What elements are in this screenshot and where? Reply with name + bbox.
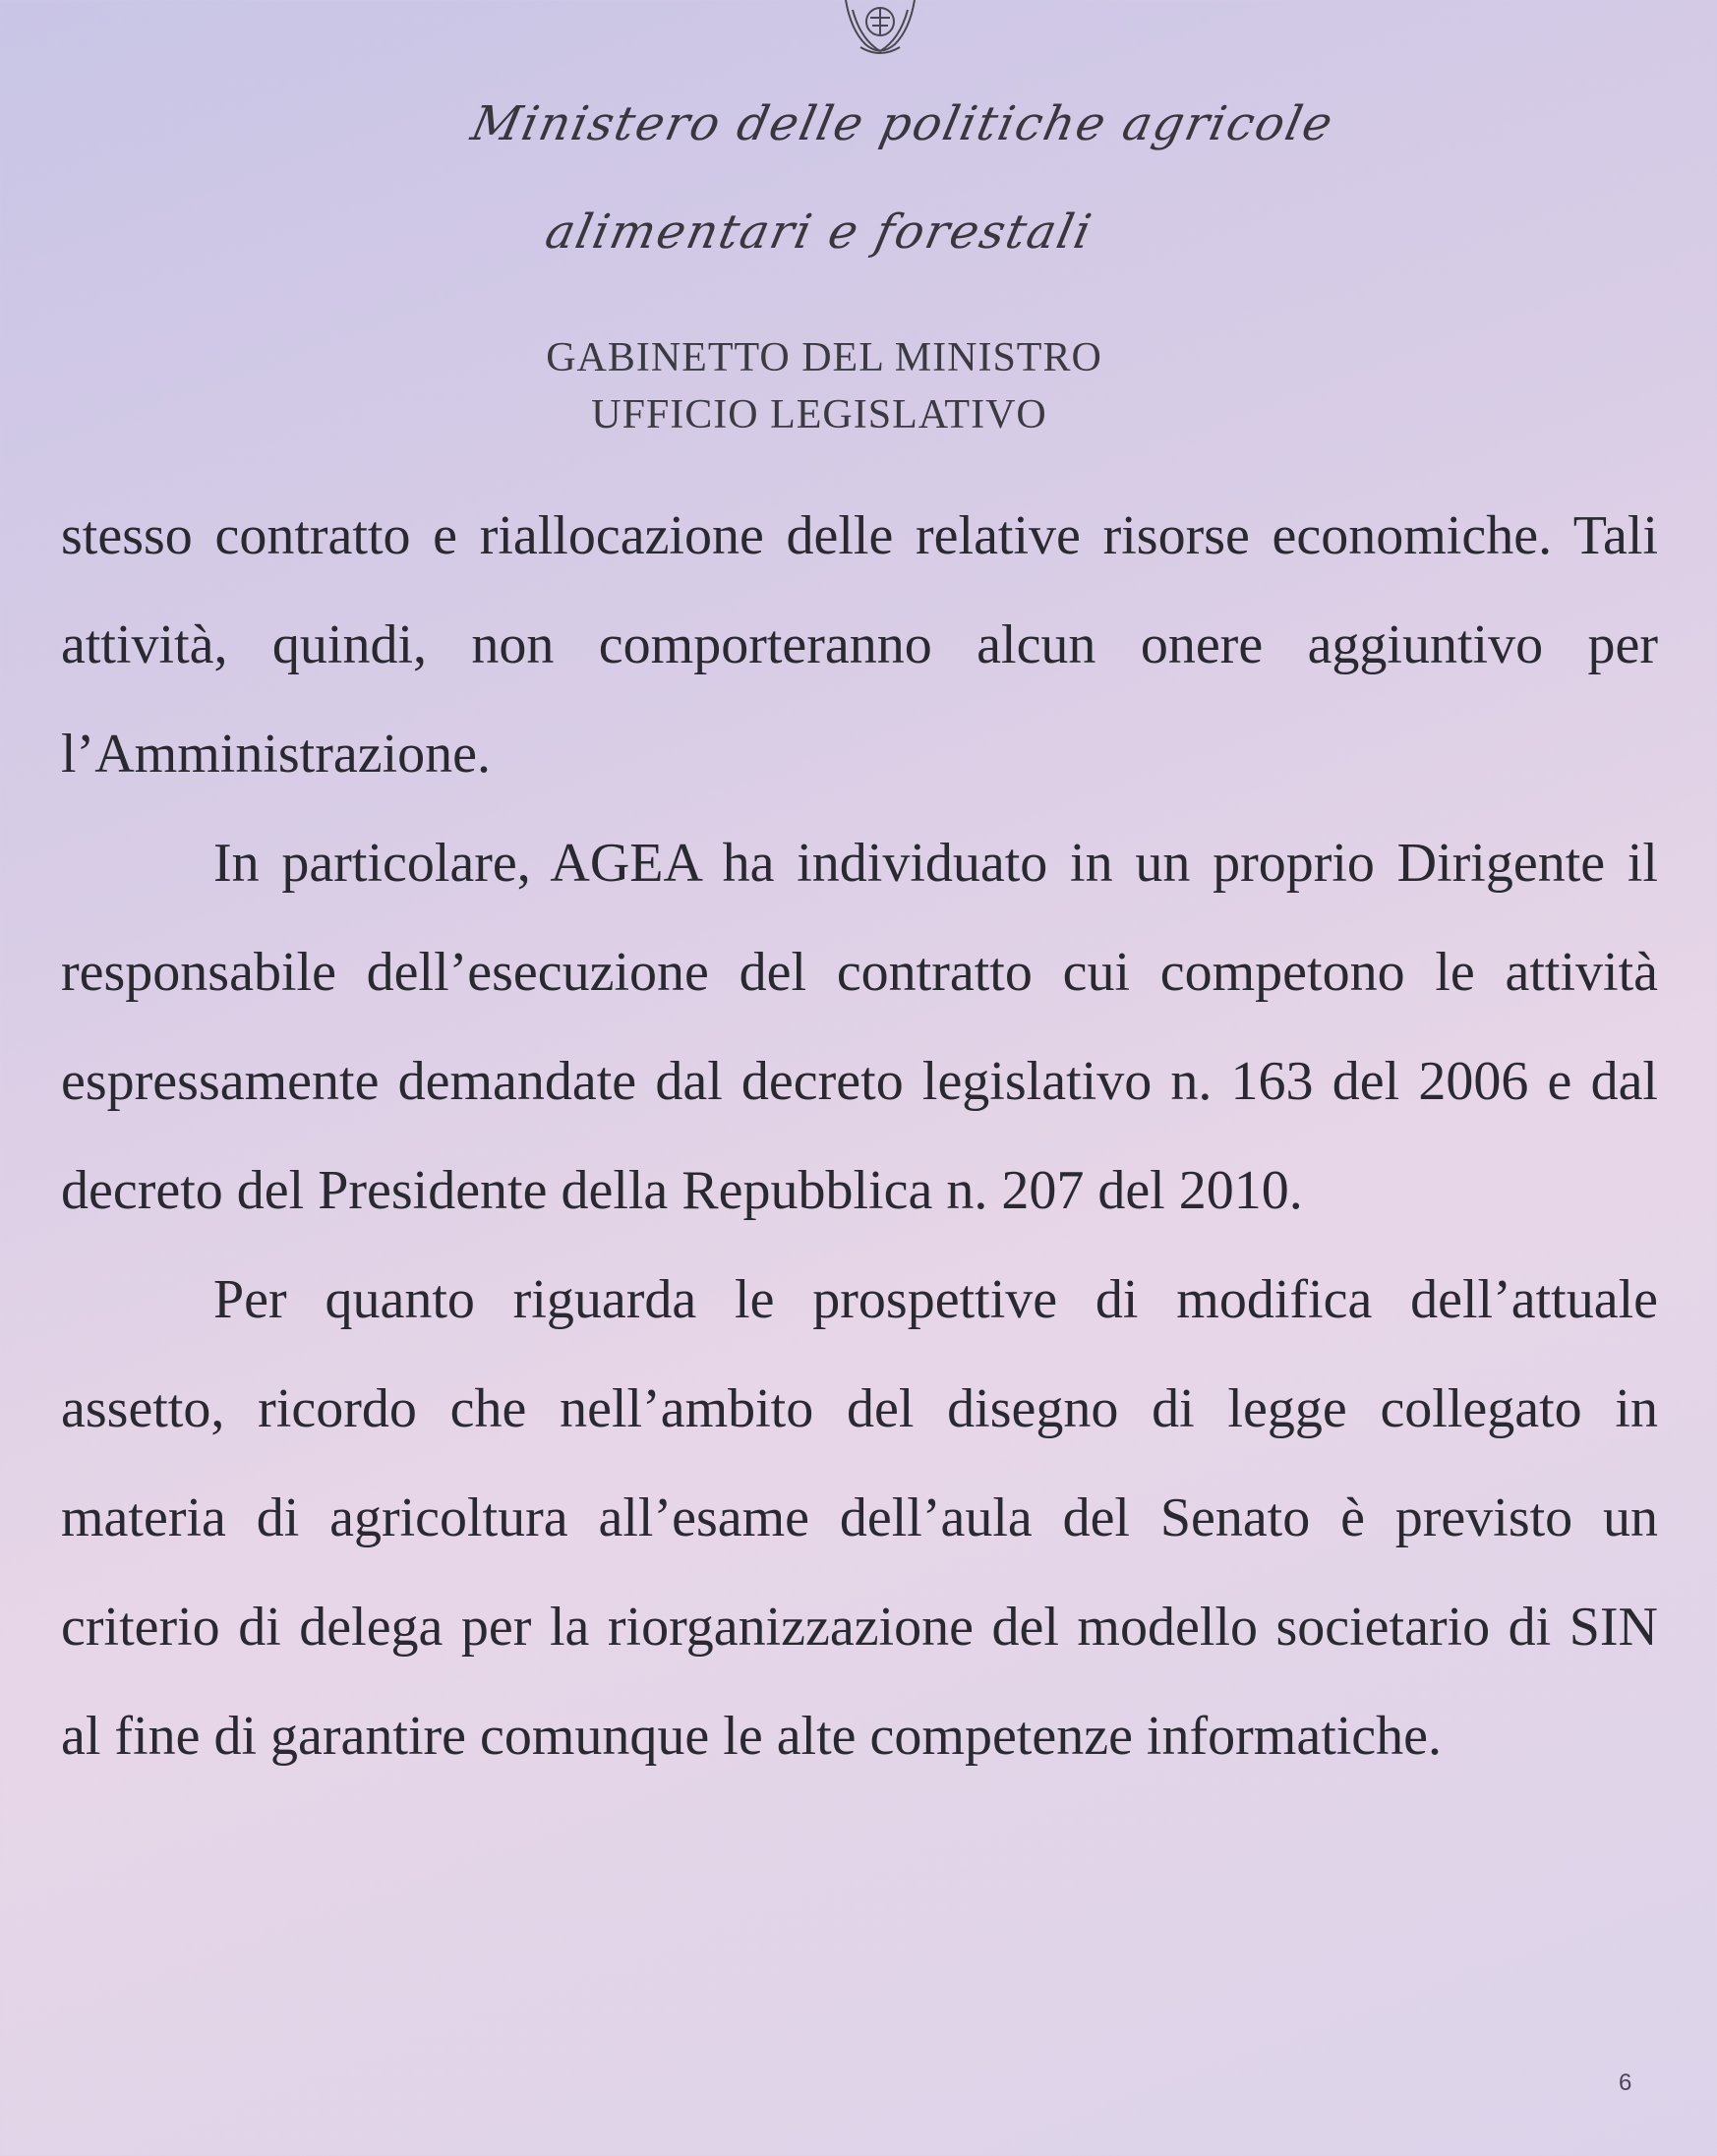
ministry-name-line2: alimentari e forestali <box>540 204 1098 260</box>
ministry-name-line1: Ministero delle politiche agricole <box>466 96 1339 151</box>
office-name-line1: GABINETTO DEL MINISTRO <box>546 335 1102 380</box>
state-emblem-icon <box>831 0 929 61</box>
paragraph-3: Per quanto riguarda le prospettive di modifica dell’attuale assetto, ricordo che nell’ambito del disegno di legge collegato in materia di agricoltura all’esame dell’aula del Senato è previsto un criterio di delega per la riorganizzazione del modello societario di SIN al fine di garantire comunque le alte competenze informatiche. <box>61 1269 1658 1767</box>
page-number: 6 <box>1619 2069 1632 2096</box>
letter-body <box>61 482 1658 1791</box>
office-name-line2: UFFICIO LEGISLATIVO <box>591 392 1047 437</box>
paragraph-2: In particolare, AGEA ha individuato in un proprio Dirigente il responsabile dell’esecuzione del contratto cui competono le attività espressamente demandate dal decreto legislativo n. 163 del 2006 e dal decreto del Presidente della Repubblica n. 207 del 2010. <box>61 833 1658 1221</box>
paragraph-1: stesso contratto e riallocazione delle relative risorse economiche. Tali attività, quindi, non comporteranno alcun onere aggiuntivo per l’Amministrazione. <box>61 505 1658 785</box>
